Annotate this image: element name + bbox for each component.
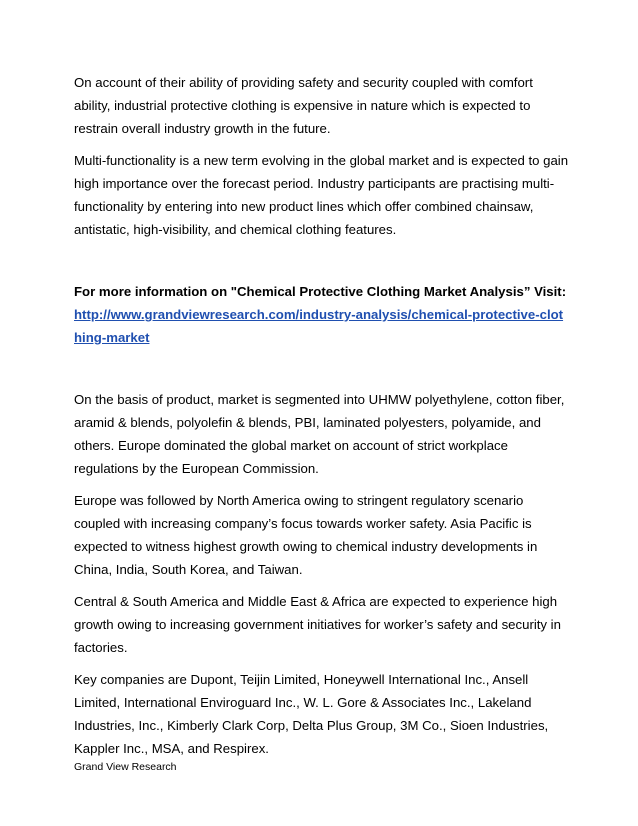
document-body	[74, 71, 570, 769]
page-footer: Grand View Research	[74, 761, 177, 773]
more-info-label: For more information on "Chemical Protective Clothing Market Analysis” Visit:	[74, 284, 567, 299]
report-link[interactable]: http://www.grandviewresearch.com/industry-analysis/chemical-protective-clothing-market	[74, 307, 564, 345]
paragraph-key-companies: Key companies are Dupont, Teijin Limited, Honeywell International Inc., Ansell Limited, International Enviroguard Inc., W. L. Gore & Associates Inc., Lakeland Industries, Inc., Kimberly Clark Corp, Delta Plus Group, 3M Co., Sioen Industries, Kappler Inc., MSA, and Respirex.	[74, 672, 549, 756]
paragraph-multi-functionality: Multi-functionality is a new term evolving in the global market and is expected to gain high importance over the forecast period. Industry participants are practising multi-functionality by entering into new product lines which offer combined chainsaw, antistatic, high-visibility, and chemical clothing features.	[74, 153, 569, 237]
more-info-block	[74, 280, 570, 349]
spacer	[74, 250, 570, 280]
paragraph-emerging-regions: Central & South America and Middle East & Africa are expected to experience high growth owing to increasing government initiatives for worker’s safety and security in factories.	[74, 594, 561, 655]
paragraph-cost-restraint: On account of their ability of providing safety and security coupled with comfort ability, industrial protective clothing is expensive in nature which is expected to restrain overall industry growth in the future.	[74, 75, 533, 136]
paragraph-segmentation: On the basis of product, market is segmented into UHMW polyethylene, cotton fiber, aramid & blends, polyolefin & blends, PBI, laminated polyesters, polyamide, and others. Europe dominated the global market on account of strict workplace regulations by the European Commission.	[74, 392, 565, 476]
spacer	[74, 358, 570, 388]
paragraph-regional-growth: Europe was followed by North America owing to stringent regulatory scenario coupled with increasing company’s focus towards worker safety. Asia Pacific is expected to witness highest growth owing to chemical industry developments in China, India, South Korea, and Taiwan.	[74, 493, 538, 577]
